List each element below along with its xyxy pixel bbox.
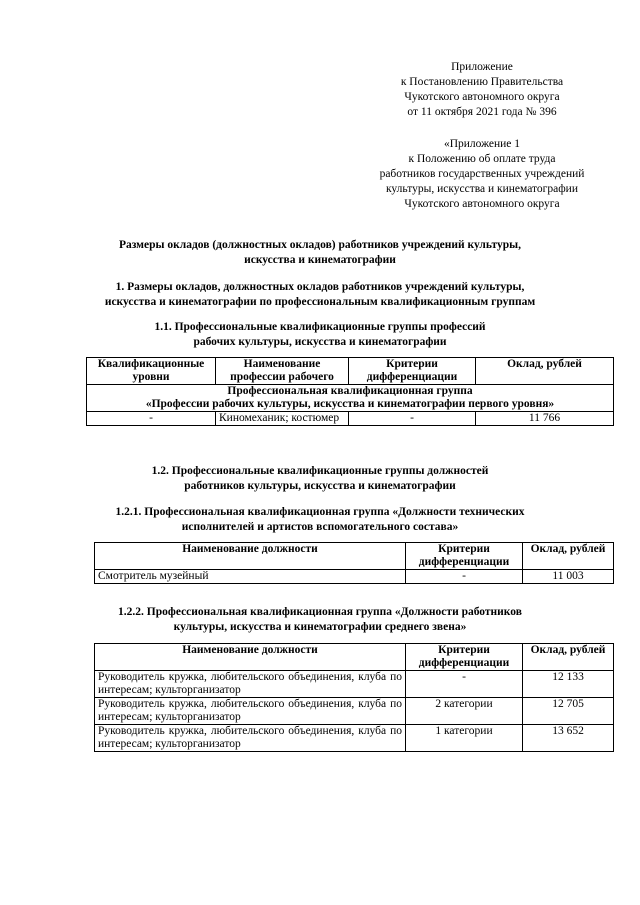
heading-line: 1.2.1. Профессиональная квалификационная группа «Должности технических — [115, 506, 525, 518]
header-cell: Наименование должности — [95, 644, 406, 671]
heading-line: 1.2. Профессиональные квалификационные группы должностей — [151, 465, 489, 477]
heading-line: культуры, искусства и кинематографии среднего звена» — [173, 621, 467, 633]
table-row — [95, 698, 614, 725]
title-line: Размеры окладов (должностных окладов) работников учреждений культуры, — [118, 239, 522, 251]
table-row — [95, 725, 614, 752]
group-row — [87, 385, 614, 412]
header-cell: Критерии дифференциации — [406, 644, 523, 671]
heading-line: исполнителей и артистов вспомогательного состава» — [181, 521, 459, 533]
criteria-cell: 1 категории — [406, 725, 523, 752]
appendix-line: работников государственных учреждений — [379, 168, 585, 180]
header-cell: Оклад, рублей — [523, 543, 614, 570]
criteria-cell: - — [349, 412, 476, 426]
appendix-line: «Приложение 1 — [443, 138, 521, 150]
header-cell: Наименование профессии рабочего — [216, 358, 349, 385]
document-title — [0, 238, 640, 268]
appendix-line: Чукотского автономного округа — [404, 198, 560, 210]
header-cell: Оклад, рублей — [476, 358, 614, 385]
heading-line: 1.1. Профессиональные квалификационные группы профессий — [154, 321, 486, 333]
profession-cell: Киномеханик; костюмер — [216, 412, 349, 426]
appendix-line: к Положению об оплате труда — [408, 153, 556, 165]
table-header-row — [87, 358, 614, 385]
group-cell — [87, 385, 614, 412]
table-1-2-1 — [94, 542, 614, 584]
position-cell: Руководитель кружка, любительского объединения, клуба по интересам; культорганизатор — [95, 671, 406, 698]
appendix-line: Приложение — [451, 61, 513, 73]
section-1-2-2-heading — [0, 605, 640, 635]
section-1-2-1-heading — [0, 505, 640, 535]
header-cell: Наименование должности — [95, 543, 406, 570]
salary-cell: 12 705 — [523, 698, 614, 725]
salary-cell: 11 766 — [476, 412, 614, 426]
appendix-line: культуры, искусства и кинематографии — [386, 183, 578, 195]
heading-line: работников культуры, искусства и кинематографии — [184, 480, 456, 492]
appendix-line: от 11 октября 2021 года № 396 — [407, 106, 557, 118]
header-cell: Критерии дифференциации — [349, 358, 476, 385]
position-cell: Руководитель кружка, любительского объединения, клуба по интересам; культорганизатор — [95, 725, 406, 752]
table-row — [87, 412, 614, 426]
appendix-main-header — [362, 60, 602, 120]
section-1-1-heading — [0, 320, 640, 350]
appendix-inner-header — [352, 137, 612, 212]
criteria-cell: - — [406, 671, 523, 698]
table-1-2-2 — [94, 643, 614, 752]
criteria-cell: - — [406, 570, 523, 584]
header-cell: Квалификационные уровни — [87, 358, 216, 385]
appendix-line: к Постановлению Правительства — [400, 76, 564, 88]
table-header-row — [95, 543, 614, 570]
group-line: Профессиональная квалификационная группа — [227, 385, 473, 397]
level-cell: - — [87, 412, 216, 426]
header-cell: Критерии дифференциации — [406, 543, 523, 570]
header-cell: Оклад, рублей — [523, 644, 614, 671]
title-line: искусства и кинематографии — [244, 254, 396, 266]
appendix-line: Чукотского автономного округа — [404, 91, 560, 103]
section-1-heading — [0, 280, 640, 310]
heading-line: искусства и кинематографии по профессиональным квалификационным группам — [104, 296, 536, 308]
position-cell: Смотритель музейный — [95, 570, 406, 584]
table-1-1 — [86, 357, 614, 426]
salary-cell: 13 652 — [523, 725, 614, 752]
heading-line: 1.2.2. Профессиональная квалификационная группа «Должности работников — [118, 606, 522, 618]
position-cell: Руководитель кружка, любительского объединения, клуба по интересам; культорганизатор — [95, 698, 406, 725]
table-row — [95, 570, 614, 584]
salary-cell: 12 133 — [523, 671, 614, 698]
criteria-cell: 2 категории — [406, 698, 523, 725]
salary-cell: 11 003 — [523, 570, 614, 584]
heading-line: 1. Размеры окладов, должностных окладов работников учреждений культуры, — [115, 281, 525, 293]
section-1-2-heading — [0, 464, 640, 494]
group-line: «Профессии рабочих культуры, искусства и кинематографии первого уровня» — [145, 398, 555, 410]
table-header-row — [95, 644, 614, 671]
table-row — [95, 671, 614, 698]
heading-line: рабочих культуры, искусства и кинематографии — [193, 336, 447, 348]
